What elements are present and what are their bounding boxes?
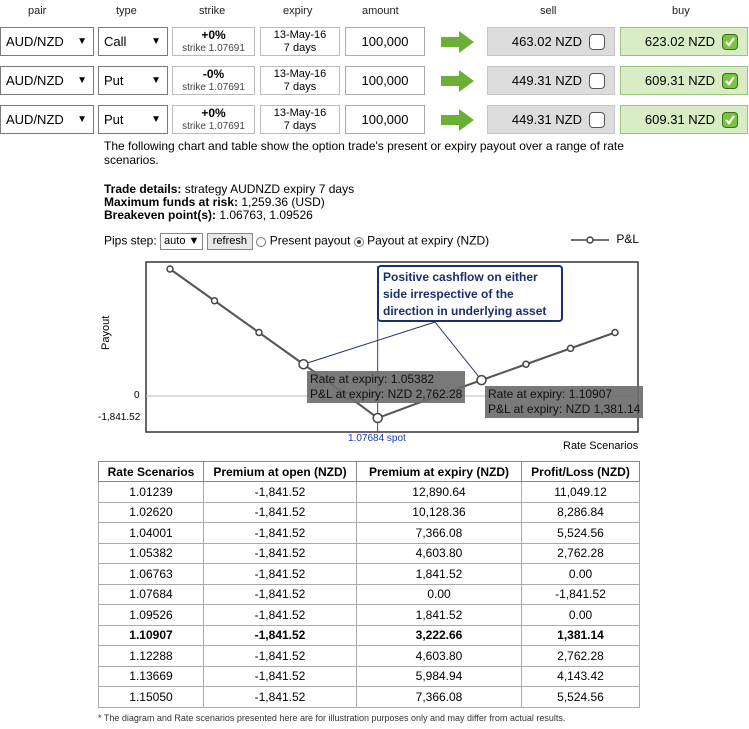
strike-value: strike 1.07691: [182, 121, 245, 132]
expiry-field[interactable]: [260, 105, 340, 134]
expiry-days: 7 days: [283, 42, 317, 54]
header-strike: strike: [199, 5, 226, 17]
expiry-date: 13-May-16: [273, 107, 327, 119]
table-cell: 8,286.84: [522, 502, 640, 523]
y-axis-label: Payout: [100, 315, 112, 350]
buy-checkbox-checked[interactable]: [722, 73, 738, 89]
breakeven-label: Breakeven point(s):: [104, 208, 217, 222]
table-header-cell: Premium at expiry (NZD): [357, 462, 522, 482]
tooltip-right-rate: Rate at expiry: 1.10907: [488, 387, 613, 401]
type-select[interactable]: [98, 105, 168, 134]
arrow-right-icon: [441, 31, 475, 53]
type-value: Put: [104, 73, 124, 88]
table-cell: 2,762.28: [522, 646, 640, 667]
max-funds-label: Maximum funds at risk:: [104, 195, 239, 209]
pair-select[interactable]: [0, 105, 94, 134]
amount-input[interactable]: 100,000: [345, 105, 425, 134]
table-cell: 7,366.08: [357, 687, 522, 708]
table-cell: 3,222.66: [357, 625, 522, 646]
type-select[interactable]: [98, 27, 168, 56]
data-point[interactable]: [299, 360, 308, 369]
check-icon: [723, 74, 737, 88]
table-cell: 5,984.94: [357, 666, 522, 687]
expiry-payout-label: Payout at expiry (NZD): [367, 233, 490, 248]
footnote: * The diagram and Rate scenarios presented here are for illustration purposes only and may differ from actual results.: [98, 713, 566, 723]
sell-quote-button[interactable]: [487, 27, 615, 56]
pips-step-select[interactable]: [160, 233, 203, 250]
description-text: The following chart and table show the option trade's present or expiry payout over a range of rate scenarios.: [104, 139, 624, 167]
chart-legend: [571, 232, 639, 246]
max-funds-value: 1,259.36 (USD): [238, 195, 325, 209]
chart-controls: [104, 233, 489, 251]
buy-quote-button[interactable]: [620, 66, 748, 95]
expiry-payout-radio[interactable]: [354, 237, 364, 247]
table-cell: 4,143.42: [522, 666, 640, 687]
trade-row: [0, 103, 749, 137]
table-cell: 5,524.56: [522, 523, 640, 544]
sell-quote-button[interactable]: [487, 66, 615, 95]
data-point[interactable]: [211, 298, 217, 304]
y-tick-zero: 0: [134, 390, 140, 401]
pair-value: AUD/NZD: [6, 112, 64, 127]
tooltip-left: [307, 371, 465, 403]
table-cell: -1,841.52: [204, 543, 357, 564]
y-tick-min: -1,841.52: [98, 412, 141, 423]
table-cell: -1,841.52: [204, 646, 357, 667]
expiry-date: 13-May-16: [273, 68, 327, 80]
table-row: [99, 666, 640, 687]
table-cell: 1.02620: [99, 502, 204, 523]
breakeven-value: 1.06763, 1.09526: [216, 208, 313, 222]
table-cell: 1.15050: [99, 687, 204, 708]
header-type: type: [116, 5, 137, 17]
header-sell: sell: [540, 5, 557, 17]
legend-line-icon: [571, 235, 609, 245]
strike-pct: -0%: [202, 67, 225, 81]
table-cell: -1,841.52: [204, 523, 357, 544]
table-cell: 2,762.28: [522, 543, 640, 564]
table-row: [99, 584, 640, 605]
type-select[interactable]: [98, 66, 168, 95]
sell-checkbox[interactable]: [589, 34, 605, 50]
present-payout-label: Present payout: [269, 233, 351, 248]
header-pair: pair: [28, 5, 47, 17]
buy-price: 623.02 NZD: [644, 34, 715, 49]
table-cell: 1.06763: [99, 564, 204, 585]
pips-step-value: auto: [164, 235, 186, 247]
present-payout-radio[interactable]: [256, 237, 266, 247]
chevron-down-icon: ▼: [151, 114, 161, 125]
table-cell: -1,841.52: [204, 666, 357, 687]
expiry-field[interactable]: [260, 27, 340, 56]
table-cell: -1,841.52: [204, 564, 357, 585]
table-cell: 4,603.80: [357, 543, 522, 564]
table-row: [99, 646, 640, 667]
sell-quote-button[interactable]: [487, 105, 615, 134]
table-header-cell: Rate Scenarios: [99, 462, 204, 482]
table-row: [99, 523, 640, 544]
refresh-button[interactable]: refresh: [207, 233, 253, 250]
data-point[interactable]: [167, 266, 173, 272]
strike-pct: +0%: [201, 106, 226, 120]
strike-field[interactable]: [172, 66, 255, 95]
strike-field[interactable]: [172, 27, 255, 56]
pair-select[interactable]: [0, 66, 94, 95]
trade-details: [104, 183, 354, 222]
table-cell: -1,841.52: [204, 584, 357, 605]
buy-quote-button[interactable]: [620, 27, 748, 56]
table-cell: 1.04001: [99, 523, 204, 544]
amount-input[interactable]: 100,000: [345, 27, 425, 56]
data-point[interactable]: [477, 376, 486, 385]
table-row: [99, 502, 640, 523]
table-cell: 10,128.36: [357, 502, 522, 523]
x-axis-label: Rate Scenarios: [563, 440, 639, 452]
table-row: [99, 687, 640, 708]
trade-row: [0, 25, 749, 59]
data-point[interactable]: [256, 330, 262, 336]
chevron-down-icon: ▼: [151, 75, 161, 86]
type-value: Call: [104, 34, 127, 49]
sell-checkbox[interactable]: [589, 73, 605, 89]
buy-checkbox-checked[interactable]: [722, 112, 738, 128]
table-row: [99, 543, 640, 564]
amount-input[interactable]: 100,000: [345, 66, 425, 95]
table-cell: 4,603.80: [357, 646, 522, 667]
table-cell: 1.12288: [99, 646, 204, 667]
expiry-field[interactable]: [260, 66, 340, 95]
table-cell: -1,841.52: [204, 625, 357, 646]
table-cell: -1,841.52: [522, 584, 640, 605]
table-cell: 1,841.52: [357, 564, 522, 585]
table-header-row: [99, 462, 640, 482]
sell-price: 449.31 NZD: [511, 73, 582, 88]
data-point[interactable]: [373, 414, 382, 423]
expiry-days: 7 days: [283, 81, 317, 93]
tooltip-right: [485, 386, 643, 418]
arrow-right-icon: [441, 109, 475, 131]
check-icon: [723, 35, 737, 49]
sell-checkbox[interactable]: [589, 112, 605, 128]
table-cell: 1.07684: [99, 584, 204, 605]
pair-value: AUD/NZD: [6, 34, 64, 49]
buy-price: 609.31 NZD: [644, 73, 715, 88]
table-cell: -1,841.52: [204, 687, 357, 708]
rate-scenarios-table: [98, 461, 640, 708]
strike-pct: +0%: [201, 28, 226, 42]
table-cell: -1,841.52: [204, 482, 357, 503]
expiry-days: 7 days: [283, 120, 317, 132]
table-cell: 0.00: [522, 564, 640, 585]
table-cell: 7,366.08: [357, 523, 522, 544]
trade-row: [0, 64, 749, 98]
data-point[interactable]: [612, 330, 618, 336]
table-cell: 1.09526: [99, 605, 204, 626]
table-row: [99, 625, 640, 646]
table-cell: 0.00: [357, 584, 522, 605]
chevron-down-icon: ▼: [77, 75, 87, 86]
table-cell: 1.10907: [99, 625, 204, 646]
check-icon: [723, 113, 737, 127]
buy-checkbox-checked[interactable]: [722, 34, 738, 50]
tooltip-left-rate: Rate at expiry: 1.05382: [310, 372, 435, 386]
table-cell: 0.00: [522, 605, 640, 626]
table-cell: -1,841.52: [204, 502, 357, 523]
buy-price: 609.31 NZD: [644, 112, 715, 127]
header-buy: buy: [672, 5, 690, 17]
trade-details-value: strategy AUDNZD expiry 7 days: [181, 182, 355, 196]
table-cell: 12,890.64: [357, 482, 522, 503]
table-cell: 11,049.12: [522, 482, 640, 503]
arrow-right-icon: [441, 70, 475, 92]
chevron-down-icon: ▼: [151, 36, 161, 47]
table-header-cell: Profit/Loss (NZD): [522, 462, 640, 482]
table-row: [99, 482, 640, 503]
spot-label: 1.07684 spot: [348, 433, 406, 444]
table-header-cell: Premium at open (NZD): [204, 462, 357, 482]
table-cell: 5,524.56: [522, 687, 640, 708]
type-value: Put: [104, 112, 124, 127]
tooltip-left-pl: P&L at expiry: NZD 2,762.28: [310, 387, 463, 401]
table-cell: 1.05382: [99, 543, 204, 564]
annotation-callout: Positive cashflow on either side irrespective of the direction in underlying asset: [377, 265, 563, 322]
chevron-down-icon: ▼: [77, 36, 87, 47]
strike-value: strike 1.07691: [182, 43, 245, 54]
pips-step-label: Pips step:: [104, 233, 157, 248]
table-cell: 1.13669: [99, 666, 204, 687]
pair-value: AUD/NZD: [6, 73, 64, 88]
chevron-down-icon: ▼: [188, 235, 200, 247]
table-cell: 1,381.14: [522, 625, 640, 646]
tooltip-right-pl: P&L at expiry: NZD 1,381.14: [488, 402, 641, 416]
pair-select[interactable]: [0, 27, 94, 56]
sell-price: 463.02 NZD: [511, 34, 582, 49]
data-point[interactable]: [523, 361, 529, 367]
trade-details-label: Trade details:: [104, 182, 182, 196]
table-row: [99, 564, 640, 585]
strike-field[interactable]: [172, 105, 255, 134]
expiry-date: 13-May-16: [273, 29, 327, 41]
header-amount: amount: [362, 5, 399, 17]
table-cell: 1.01239: [99, 482, 204, 503]
table-cell: 1,841.52: [357, 605, 522, 626]
data-point[interactable]: [568, 345, 574, 351]
table-cell: -1,841.52: [204, 605, 357, 626]
header-expiry: expiry: [283, 5, 313, 17]
sell-price: 449.31 NZD: [511, 112, 582, 127]
buy-quote-button[interactable]: [620, 105, 748, 134]
legend-label: P&L: [616, 232, 640, 246]
chevron-down-icon: ▼: [77, 114, 87, 125]
table-row: [99, 605, 640, 626]
strike-value: strike 1.07691: [182, 82, 245, 93]
